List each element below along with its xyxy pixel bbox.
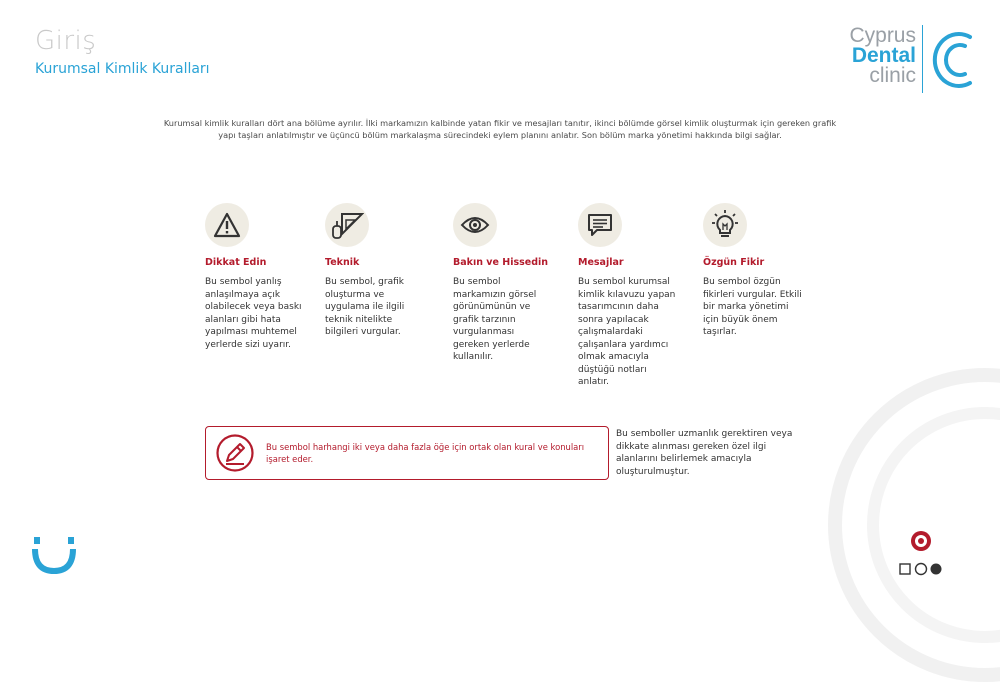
card-title: Mesajlar (578, 257, 624, 268)
card-title: Bakın ve Hissedin (453, 257, 549, 268)
card-title: Teknik (325, 257, 360, 268)
disc-icon (911, 531, 931, 551)
note-text: Bu sembol harhangi iki veya daha fazla öğe için ortak olan kural ve konuları işaret eder. (266, 442, 585, 464)
page-title: Giriş (35, 26, 97, 56)
card-text: Bu sembol yanlış anlaşılmaya açık olabilecek veya baskı alanları gibi hata yapılması muhtemel yerlerde sizi uyarır. (205, 277, 302, 350)
pencil-icon (215, 433, 255, 473)
logo-word-dental: Dental (851, 44, 916, 67)
decorative-arc-icon (820, 360, 1000, 690)
eye-icon (453, 203, 497, 247)
intro-paragraph: Kurumsal kimlik kuralları dört ana bölüme ayrılır. İlki markamızın kalbinde yatan fikir ve mesajları tanıtır, ikinci bölümde görsel kimlik oluşturmak için gereken grafik yapı taşları anlatılmıştır ve üçüncü bölüm markalaşma sürecindeki eylem planını anlatır. Son bölüm marka yönetimi hakkında bilgi sağlar. (163, 118, 837, 140)
card-text: Bu sembol markamızın görsel görünümünün ve grafik tarzının vurgulanması gereken yerlerde kullanılır. (453, 277, 537, 362)
logo-word-clinic: clinic (869, 64, 916, 87)
page-subtitle: Kurumsal Kimlik Kuralları (35, 61, 210, 77)
lightbulb-icon (703, 203, 747, 247)
tools-badge-icon (900, 564, 942, 575)
logo-word-cyprus: Cyprus (849, 24, 916, 47)
card-text: Bu sembol, grafik oluşturma ve uygulama ile ilgili teknik nitelikte bilgileri vurgular. (325, 277, 405, 337)
technical-tools-icon (325, 203, 369, 247)
common-rule-note (205, 426, 609, 480)
smile-logo-icon (30, 535, 78, 575)
card-text: Bu sembol kurumsal kimlik kılavuzu yapan tasarımcının daha sonra yapılacak çalışmalardaki çalışanlara yardımcı olmak amacıyla düştüğü notları anlatır. (578, 277, 676, 387)
logo-divider (922, 25, 923, 93)
message-bubble-icon (578, 203, 622, 247)
side-explanation: Bu semboller uzmanlık gerektiren veya dikkate alınması gereken özel ilgi alanlarını belirlemek amacıyla oluşturulmuştur. (616, 429, 793, 477)
card-text: Bu sembol özgün fikirleri vurgular. Etkili bir marka yönetimi için büyük önem taşırlar. (703, 277, 802, 337)
footer-icons (898, 530, 944, 576)
card-title: Özgün Fikir (703, 257, 765, 268)
brand-logo (838, 25, 978, 95)
card-title: Dikkat Edin (205, 257, 267, 268)
logo-c-mark-icon (932, 29, 976, 91)
warning-triangle-icon (205, 203, 249, 247)
